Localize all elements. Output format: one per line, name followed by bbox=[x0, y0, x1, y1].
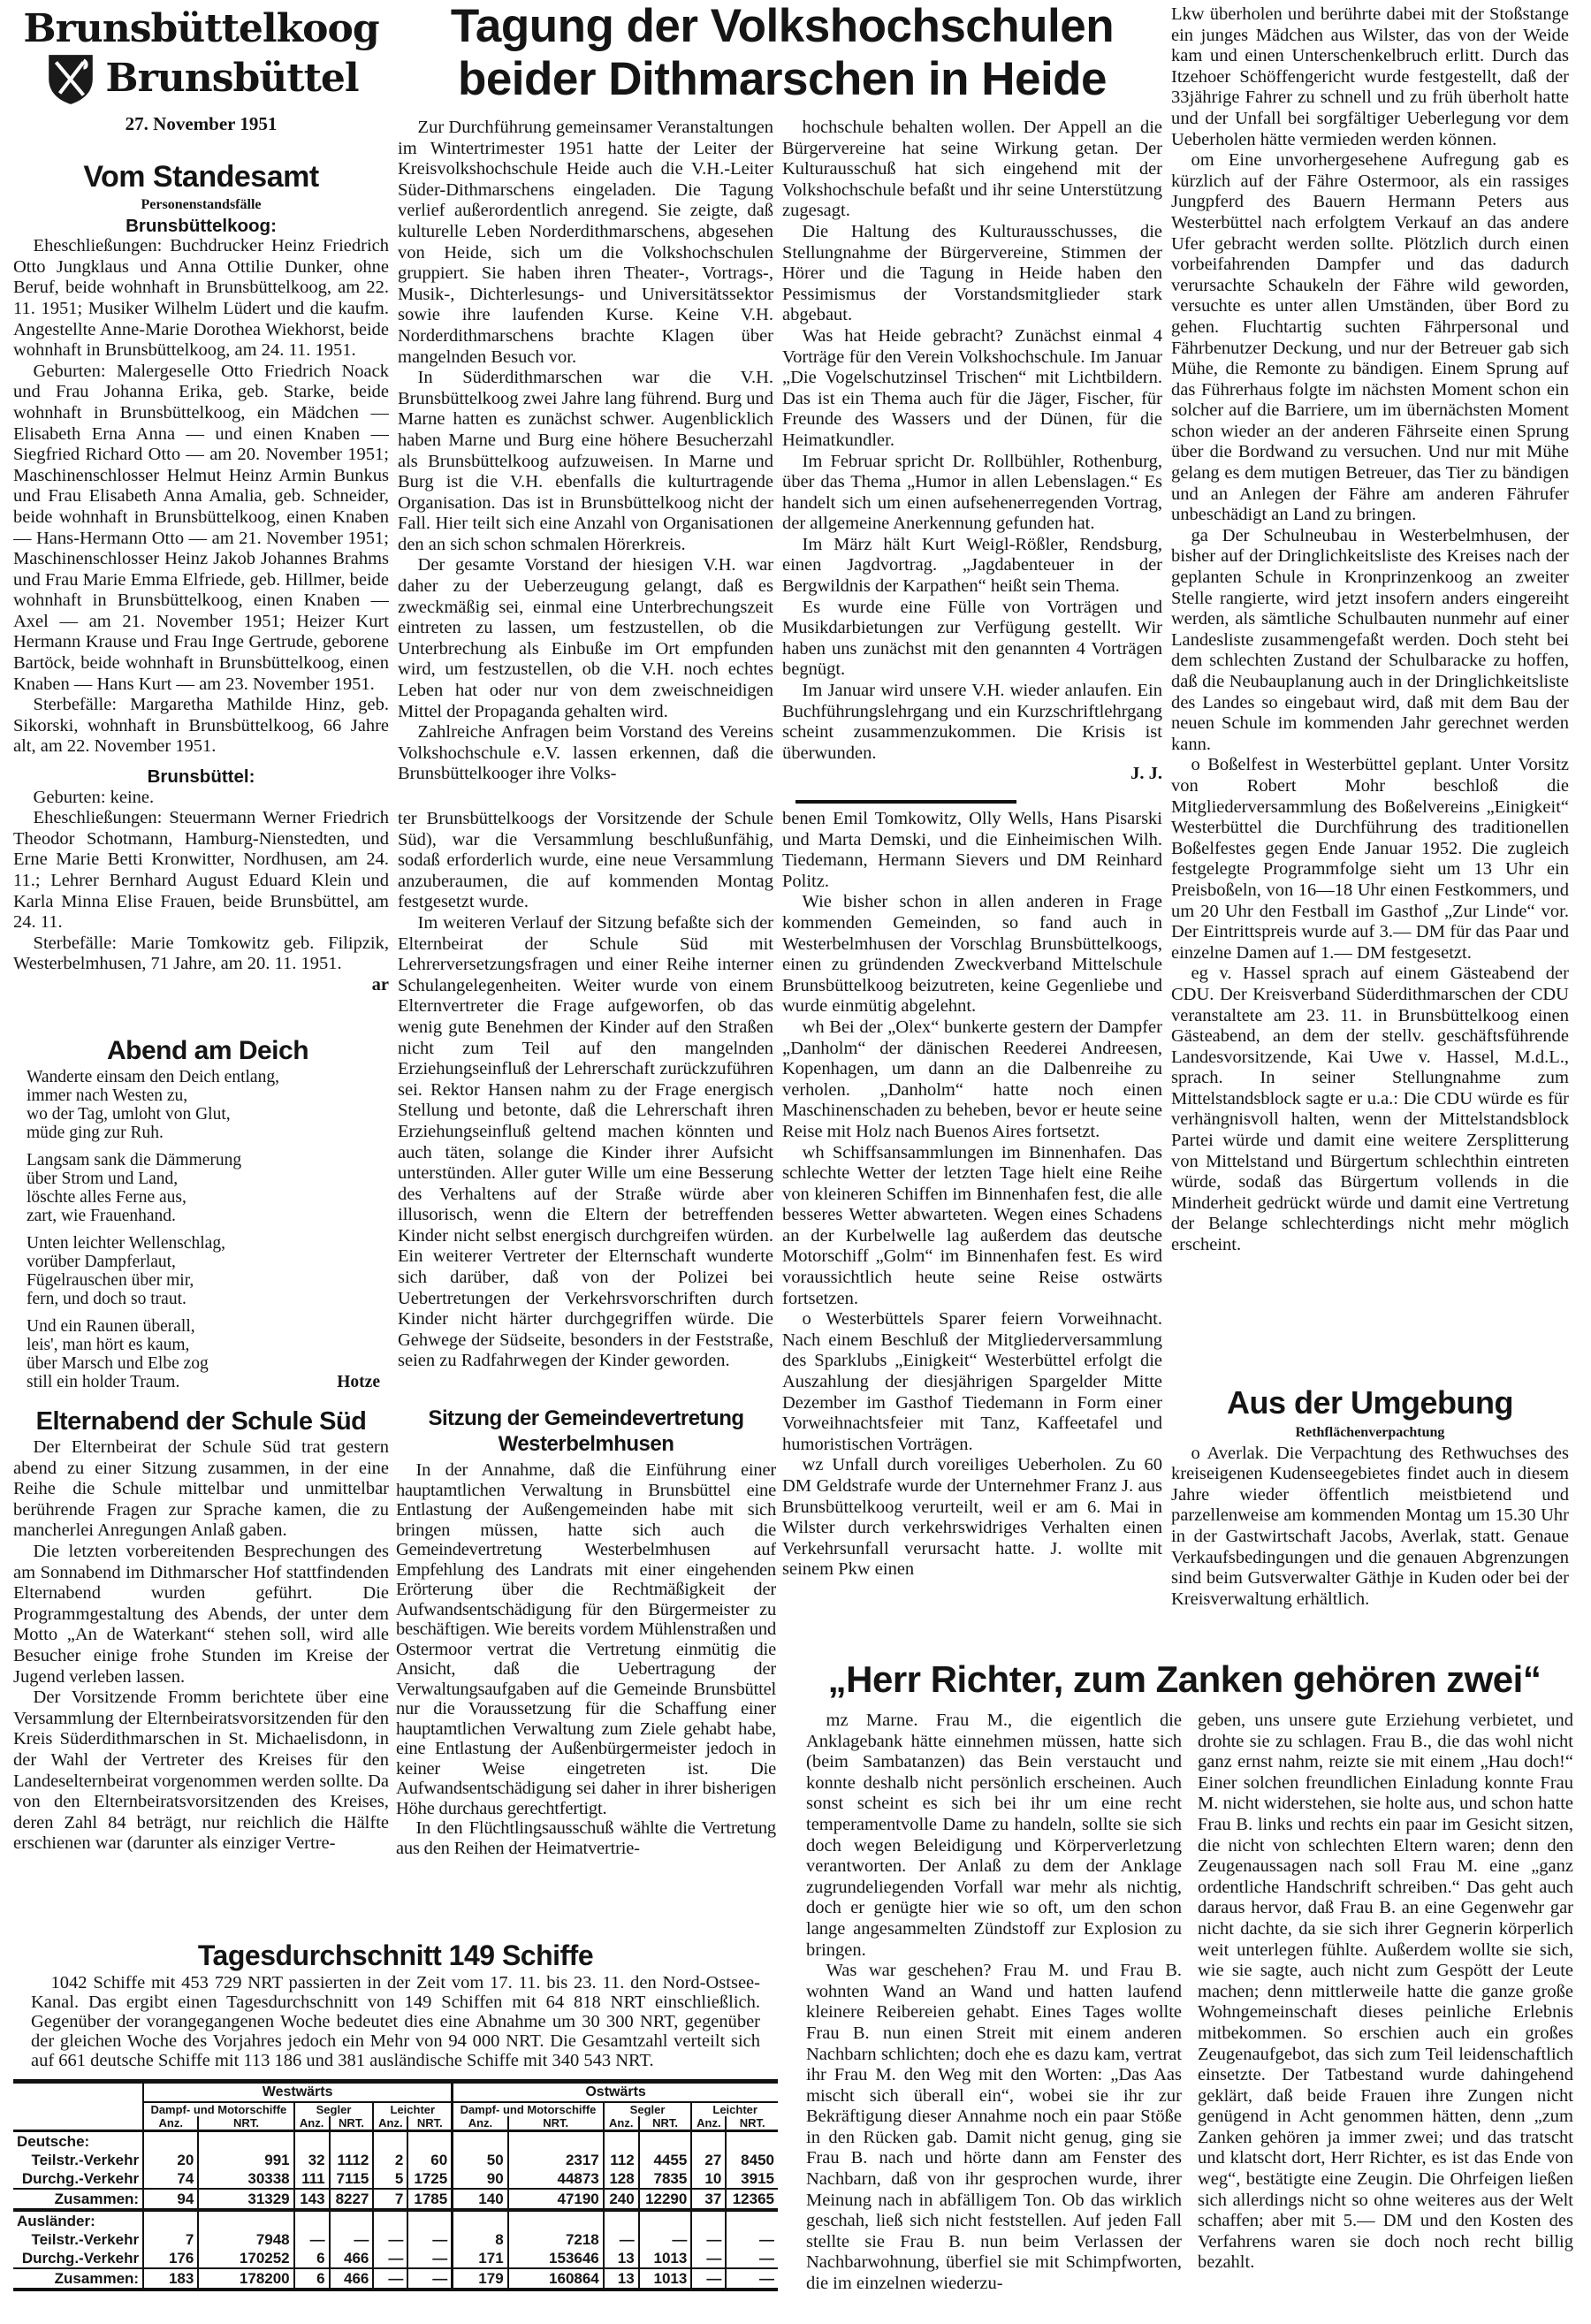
table-cell: 13 bbox=[604, 2249, 639, 2268]
table-cell: — bbox=[691, 2230, 726, 2249]
paragraph: ter Brunsbüttelkoogs der Vorsitzende der Schule Süd), war die Versammlung beschlußunfähig, sodaß erforderlich wurde, eine neue Versammlung anzuberaumen, die auf kommenden Montag festgesetzt wurde. bbox=[398, 809, 773, 912]
sitzung-title: Sitzung der Gemeindevertretung Westerbelmhusen bbox=[428, 1406, 744, 1456]
tagung-column-1 bbox=[398, 118, 773, 789]
richter-column-1 bbox=[806, 1711, 1182, 2324]
section-divider bbox=[796, 800, 1016, 804]
table-cell: 7218 bbox=[508, 2230, 604, 2249]
richter-column-2 bbox=[1198, 1711, 1573, 2324]
table-cell: 44873 bbox=[508, 2169, 604, 2189]
poem-author: Hotze bbox=[337, 1373, 380, 1391]
paragraph: Eheschließungen: Steuermann Werner Friedrich Theodor Schotmann, Hamburg-Nienstedten, und Erne Marie Betti Kronwitter, Nordhusen, am 24. 11.; Lehrer Bernhard August Eduard Klein und Karla Minna Elise Frauen, beide Brunsbüttel, am 24. 11. bbox=[13, 808, 389, 933]
table-cell: 27 bbox=[691, 2151, 726, 2169]
poem-line: Und ein Raunen überall, bbox=[27, 1317, 195, 1336]
news-item: o Boßelfest in Westerbüttel geplant. Unter Vorsitz von Robert Mohr beschloß die Mitgliederversammlung des Boßelvereins „Einigkeit“ Westerbüttel die Durchführung des traditionellen Boßelfestes gegen Ende Januar 1952. Die zugleich festgelegte Programmfolge sieht um 13 Uhr ein Preisboßeln, von 16—18 Uhr einen Festkommers, und um 20 Uhr den Festball im Gasthof „Zur Linde“ vor. Der Eintrittspreis wurde auf 3.— DM für das Paar und einzelne Damen auf 1.— DM festgesetzt. bbox=[1171, 755, 1569, 963]
table-cell: 171 bbox=[453, 2249, 508, 2268]
ship-type-header: Leichter bbox=[691, 2102, 778, 2116]
richter-headline: „Herr Richter, zum Zanken gehören zwei“ bbox=[827, 1658, 1542, 1700]
local-news-column bbox=[1171, 4, 1569, 1366]
section-heading-brunsbuettelkoog: Brunsbüttelkoog: bbox=[126, 215, 277, 236]
paragraph: Sterbefälle: Marie Tomkowitz geb. Filipzik, Westerbelmhusen, 71 Jahre, am 20. 11. 1951. bbox=[13, 933, 389, 974]
paragraph: Der Vorsitzende Fromm berichtete über eine Versammlung der Elternbeiratsvorsitzenden für den Kreis Süderdithmarschen in St. Michaelisdonn, in der Wahl der Vertreter des Kreises für den Landeselternbeirat vorgenommen werden sollte. Da von den Elternbeiratsvorsitzenden des Kreises, deren Zahl 84 beträgt, nur reichlich die Hälfte erschienen war (darunter als einziger Vertre- bbox=[13, 1688, 389, 1854]
table-cell: 8227 bbox=[330, 2189, 374, 2210]
poem-line: vorüber Dampferlaut, bbox=[27, 1253, 176, 1271]
table-cell: 183 bbox=[143, 2268, 198, 2290]
paragraph: Geburten: Malergeselle Otto Friedrich Noack und Frau Johanna Erika, geb. Starke, beide wohnhaft in Brunsbüttelkoog, ein Mädchen — Elisabeth Erna Anna — und einen Knaben — Siegfried Richard Otto — am 20. November 1951; Maschinenschlosser Helmut Heinz Armin Bunkus und Frau Elisabeth Anna Amalia, geb. Schneider, beide wohnhaft in Brunsbüttelkoog, einen Knaben — Hans-Hermann Otto — am 21. November 1951; Maschinenschlosser Heinz Jakob Johannes Brahms und Frau Marie Emma Elfriede, geb. Hillmer, beide wohnhaft in Brunsbüttelkoog, einen Knaben — Axel — am 21. November 1951; Heizer Kurt Hermann Krause und Frau Inge Gertrude, geborene Bartöck, beide wohnhaft in Brunsbüttelkoog, einen Knaben — Hans Kurt — am 23. November 1951. bbox=[13, 361, 389, 694]
table-cell: 8450 bbox=[726, 2151, 778, 2169]
table-cell: 1785 bbox=[407, 2189, 452, 2210]
table-cell: 12365 bbox=[726, 2189, 778, 2210]
news-item: o Westerbüttels Sparer feiern Vorweihnacht. Nach einem Beschluß der Mitgliederversammlung des Sparklubs „Einigkeit“ Westerbüttel erfolgt die Auszahlung der diesjährigen Spargelder Mitte Dezember im Gasthof Tiedemann in Form einer Vorweihnachtsfeier mit Tanz, Kaffeetafel und humoristischen Vorträgen. bbox=[782, 1309, 1162, 1454]
table-cell: — bbox=[639, 2230, 692, 2249]
paragraph: Im weiteren Verlauf der Sitzung befaßte sich der Elternbeirat der Schule Süd mit Lehrerversetzungsfragen und einer Reihe interner Schulangelegenheiten. Weiter wurde von einem Elternvertreter die Frage aufgeworfen, ob das wenig gute Benehmen der Kinder auf den Straßen nicht zum Teil auf den mangelnden Erziehungseinfluß der Lehrerschaft zurückzuführen sei. Rektor Hansen nahm zu der Frage energisch Stellung und betonte, daß die Lehrerschaft ihren Erziehungseinfluß geltend machen könnten und auch täten, solange die Kinder ihrer Aufsicht unterstünden. Aller guter Wille um eine Besserung des Verhaltens auf der Straße würde aber illusorisch, wenn die Eltern der betreffenden Kinder nicht selbst energisch durchgreifen würden. Ein weiterer Vertreter der Elternschaft wunderte sich darüber, daß von der Polizei bei Uebertretungen der Verkehrsvorschriften durch Kinder nicht härter durchgegriffen würde. Die Gehwege der Südseite, besonders in der Feststraße, seien zu Radfahrwegen der Kinder geworden. bbox=[398, 912, 773, 1371]
direction-header: Westwärts bbox=[143, 2084, 453, 2102]
table-cell: — bbox=[726, 2230, 778, 2249]
paragraph: 1042 Schiffe mit 453 729 NRT passierten in der Zeit vom 17. 11. bis 23. 11. den Nord-Ostsee-Kanal. Das ergibt einen Tagesdurchschnitt von 149 Schiffen mit 64 818 NRT einschließlich. Gegenüber der vorangegangenen Woche bedeutet dies eine Abnahme um 30 300 NRT, gegenüber der gleichen Woche des Vorjahres jedoch ein Mehr von 94 000 NRT. Die Gesamtzahl verteilt sich auf 661 deutsche Schiffe mit 113 186 und 381 ausländische Schiffe mit 340 543 NRT. bbox=[31, 1973, 760, 2070]
table-cell: 991 bbox=[198, 2151, 293, 2169]
poem-stanza bbox=[27, 1234, 389, 1308]
sub-header: NRT. bbox=[407, 2116, 452, 2131]
poem-line: immer nach Westen zu, bbox=[27, 1086, 188, 1105]
table-row bbox=[13, 2268, 778, 2290]
table-cell: 6 bbox=[294, 2268, 330, 2290]
paragraph: Geburten: keine. bbox=[33, 787, 155, 807]
table-cell: — bbox=[726, 2268, 778, 2290]
poem-line: fern, und doch so traut. bbox=[27, 1290, 187, 1308]
paragraph: In der Annahme, daß die Einführung einer hauptamtlichen Verwaltung in Brunsbüttel eine Entlastung der Außengemeinden habe mit sich bringen müssen, hatte sich auch die Gemeindevertretung Westerbelmhusen auf Empfehlung des Landrats mit einer eingehenden Erörterung über die Rechtmäßigkeit der Aufwandsentschädigung für den Bürgermeister zu beschäftigen. Wie bereits vordem Mühlenstraßen und Ostermoor vertrat die Vertretung einmütig die Ansicht, daß die Uebertragung der Verwaltungsaufgaben auf die Gemeinde Brunsbüttel nur die Voraussetzung für die Schaffung einer hauptamtlichen Verwaltung zum Ziele gehabt habe, eine Entlastung der Außenbürgermeister jedoch in keiner Weise eingetreten ist. Die Aufwandsentschädigung sei daher in ihrer bisherigen Höhe durchaus gerechtfertigt. bbox=[396, 1460, 776, 1818]
table-cell: — bbox=[330, 2230, 374, 2249]
news-item: wh Bei der „Olex“ bunkerte gestern der Dampfer „Danholm“ der dänischen Reederei Andreesen, Kopenhagen, um dann an die Dalbenreihe zu verholen. „Danholm“ hatte noch einen Maschinenschaden zu beheben, bevor er heute seine Reise mit Holz nach Buenos Aires fortsetzt. bbox=[782, 1017, 1162, 1141]
table-cell: 30338 bbox=[198, 2169, 293, 2189]
poem-line: Wanderte einsam den Deich entlang, bbox=[27, 1068, 279, 1086]
standesamt-subtitle: Personenstandsfälle bbox=[141, 197, 262, 212]
table-cell: 153646 bbox=[508, 2249, 604, 2268]
poem-line: Unten leichter Wellenschlag, bbox=[27, 1234, 225, 1253]
masthead bbox=[13, 7, 389, 157]
paragraph: Zur Durchführung gemeinsamer Veranstaltungen im Wintertrimester 1951 hatte der Leiter der Kreisvolkshochschule Heide auch die V.H.-Leiter Süder-Dithmarschens eingeladen. Die Tagung verlief außerordentlich anregend. Sie zeigte, daß kulturelle Leben Norderdithmarschens, abgesehen von Heide, sich um die Volkshochschulen gruppiert. Sie haben ihren Theater-, Vortrags-, Musik-, Dichterlesungs- und Universitätssektor sowie ihre laufenden Kurse. Keine V.H. Norderdithmarschens brachte Klagen über mangelnden Besuch vor. bbox=[398, 118, 773, 367]
poem-line: zart, wie Frauenhand. bbox=[27, 1207, 176, 1225]
poem-line: müde ging zur Ruh. bbox=[27, 1124, 164, 1142]
signature: J. J. bbox=[1130, 764, 1162, 784]
paragraph: Im Februar spricht Dr. Rollbühler, Rothenburg, über das Thema „Humor in allen Lebenslagen.“ Es handelt sich um einen aufsehenerregenden Vortrag, der allgemeine Anerkennung gefunden hat. bbox=[782, 451, 1162, 534]
schiffe-title: Tagesdurchschnitt 149 Schiffe bbox=[197, 1939, 594, 1971]
paragraph: mz Marne. Frau M., die eigentlich die Anklagebank hätte einnehmen müssen, hatte sich (beim Sambatanzen) das Bein verstaucht und konnte deshalb nicht persönlich erscheinen. Auch sonst scheint es sich bei ihr um eine recht temperamentvolle Dame zu handeln, sollte sie sich doch wegen Beleidigung und Körperverletzung verantworten. Der Anlaß zu dem der Anklage zugrundeliegenden Vorfall war mehr als nichtig, doch er genügte hier wie so oft, um den schon lange angesammelten Zündstoff zur Explosion zu bringen. bbox=[806, 1711, 1182, 1960]
poem-line: still ein holder Traum. bbox=[27, 1373, 180, 1391]
schiffe-article bbox=[13, 1938, 778, 2324]
table-cell: 6 bbox=[294, 2249, 330, 2268]
table-cell: 8 bbox=[453, 2230, 508, 2249]
sub-header: Anz. bbox=[453, 2116, 508, 2131]
tagung-title-line2: beider Dithmarschen in Heide bbox=[457, 53, 1108, 105]
elternabend-article bbox=[13, 1406, 389, 1887]
paragraph: Es wurde eine Fülle von Vorträgen und Musikdarbietungen zur Verfügung gestellt. Wir haben uns zunächst mit den genannten 4 Vorträgen begnügt. bbox=[782, 597, 1162, 680]
paragraph: geben, uns unsere gute Erziehung verbietet, und drohte sie zu schlagen. Frau B., die das wohl nicht ganz ernst nahm, reizte sie mit einem „Hau doch!“ Einer solchen freundlichen Einladung konnte Frau M. nicht widerstehen, sie holte aus, und schon hatte Frau B. links und rechts ein paar im Gesicht sitzen, die nicht von schlechten Eltern waren; denn den Zeugenaussagen nach soll Frau M. eine „ganz ordentliche Handschrift schreiben.“ Das geht auch daraus hervor, daß Frau B. an eine Gegenwehr gar nicht dachte, da sie sich ihrer Gegnerin körperlich weit unterlegen fühlte. Außerdem wollte sie sich, wie sie sagte, auch nicht zum Gespött der Leute machen; denn mittlerweile hatte die ganze große Wohngemeinschaft dieses peinliche Erlebnis mitbekommen. So erschien auch ein großes Zeugenaufgebot, das sich zum Teil leidenschaftlich einsetzte. Der Tatbestand wurde dahingehend geklärt, daß beide Frauen ihre Zungen nicht genügend in Acht genommen hätten, denn „zum Zanken gehören ja immer zwei; und das tratscht und klatscht dort, Herr Richter, es ist das Ende von weg“, bestätigte eine Zeugin. Die Ohrfeigen ließen sich allerdings nicht so ohne weiteres aus der Welt schaffen; aber mit 5.— DM und den Kosten des Verfahrens waren sie doch noch recht billig bezahlt. bbox=[1198, 1711, 1573, 2273]
table-cell: 20 bbox=[143, 2151, 198, 2169]
news-item: ga Der Schulneubau in Westerbelmhusen, der bisher auf der Dringlichkeitsliste des Kreises nach der geplanten Schule in Kronprinzenkoog an zweiter Stelle rangierte, wird jetzt insofern anders eingereiht werden, als sämtliche Schulbauten nunmehr auf einer Landesliste zusammengefaßt werden. Doch steht bei dem schlechten Zustand der Schulbaracke zu hoffen, daß die Neubauplanung auch in der Dringlichkeitsliste des Landes so eingebaut wird, daß mit dem Bau der neuen Schule im kommenden Jahr gerechnet werden kann. bbox=[1171, 525, 1569, 754]
poem-line: leis', man hört es kaum, bbox=[27, 1336, 190, 1354]
sub-header: Anz. bbox=[691, 2116, 726, 2131]
coat-of-arms-icon bbox=[43, 51, 98, 106]
table-cell: 143 bbox=[294, 2189, 330, 2210]
table-cell: 140 bbox=[453, 2189, 508, 2210]
middle-news-column bbox=[782, 809, 1162, 1604]
table-cell: — bbox=[407, 2230, 452, 2249]
schiffe-table-wrapper bbox=[13, 2079, 778, 2291]
table-cell: 111 bbox=[294, 2169, 330, 2189]
table-row bbox=[13, 2169, 778, 2189]
table-cell: 4455 bbox=[639, 2151, 692, 2169]
row-label: Teilstr.-Verkehr bbox=[31, 2231, 140, 2248]
news-item: om Eine unvorhergesehene Aufregung gab es kürzlich auf der Fähre Ostermoor, als ein rassiges Jungpferd des Bauern Hermann Peters aus Westerbüttel nach erfolgtem Verkauf an das andere Ufer gebracht werden sollte. Plötzlich durch einen vorbeifahrenden Dampfer und das dadurch verursachte Schaukeln der Fähre wild geworden, versuchte es unter allen Umständen, über Bord zu gehen. Fluchtartig suchten Fährpersonal und Fährbenutzer Deckung, und nur der Betreuer gab sich Mühe, die Remonte zu bändigen. Einem Sprung auf das Führerhaus folgte im nächsten Moment schon ein solcher auf die Barriere, um im übernächsten Moment schon wieder an der anderen Fährseite einen Sprung über die Bordwand zu versuchen. Und nur mit Mühe gelang es dem mutigen Betreuer, das Tier zu bändigen und an Anlegen der Fähre am anderen Fährufer unbeschädigt an Land zu bringen. bbox=[1171, 150, 1569, 525]
table-cell: 1112 bbox=[330, 2151, 374, 2169]
table-row bbox=[13, 2151, 778, 2169]
tagung-column-2 bbox=[782, 118, 1162, 789]
ship-type-header: Segler bbox=[294, 2102, 374, 2116]
table-cell: 112 bbox=[604, 2151, 639, 2169]
poem-line: wo der Tag, umloht von Glut, bbox=[27, 1105, 231, 1124]
table-cell: 12290 bbox=[639, 2189, 692, 2210]
schiffe-text bbox=[13, 1973, 778, 2070]
table-cell: 7835 bbox=[639, 2169, 692, 2189]
paragraph: hochschule behalten wollen. Der Appell an die Bürgervereine hat seine Wirkung getan. Der Kulturausschuß hat sich eingehend mit der Volkshochschule befaßt und ihr seine Unterstützung zugesagt. bbox=[782, 118, 1162, 221]
table-cell: — bbox=[407, 2268, 452, 2290]
paragraph: In den Flüchtlingsausschuß wählte die Vertretung aus den Reihen der Heimatvertrie- bbox=[396, 1818, 776, 1858]
row-label: Durchg.-Verkehr bbox=[21, 2250, 140, 2267]
row-label: Durchg.-Verkehr bbox=[21, 2170, 140, 2187]
news-item: wz Unfall durch voreiliges Ueberholen. Zu 60 DM Geldstrafe wurde der Unternehmer Franz J. aus Brunsbüttelkoog verurteilt, weil er am 6. Mai in Wilster durch verkehrswidriges Verhalten einen Verkehrsunfall verursacht hatte. J. wollte mit seinem Pkw einen bbox=[782, 1455, 1162, 1580]
table-row bbox=[13, 2249, 778, 2268]
table-cell: — bbox=[726, 2249, 778, 2268]
table-cell: 128 bbox=[604, 2169, 639, 2189]
table-cell: 170252 bbox=[198, 2249, 293, 2268]
spacer bbox=[13, 2102, 143, 2116]
paragraph: o Averlak. Die Verpachtung des Rethwuchses des kreiseigenen Kudenseegebietes findet auch in diesem Jahre wieder öffentlich meistbietend und parzellenweise am kommenden Montag um 15.30 Uhr in der Gastwirtschaft Jacobs, Averlak, statt. Genaue Verkaufsbedingungen und die genauen Abgrenzungen sind beim Gutsverwalter Gäthje in Kuden oder bei der Kreisverwaltung erhältlich. bbox=[1171, 1443, 1569, 1609]
sub-header: Anz. bbox=[143, 2116, 198, 2131]
table-cell: 37 bbox=[691, 2189, 726, 2210]
poem bbox=[27, 1034, 389, 1404]
table-cell: — bbox=[373, 2230, 407, 2249]
table-cell: — bbox=[294, 2230, 330, 2249]
direction-header: Ostwärts bbox=[453, 2084, 778, 2102]
table-cell: — bbox=[604, 2230, 639, 2249]
elternabend-continuation bbox=[398, 809, 773, 1401]
table-cell: 7 bbox=[143, 2230, 198, 2249]
table-cell: 176 bbox=[143, 2249, 198, 2268]
paragraph: Was war geschehen? Frau M. und Frau B. wohnten Wand an Wand und hatten laufend kleinere Reibereien gehabt. Eines Tages wollte Frau B. nun einen Streit mit einem anderen Nachbarn schlichten; doch ehe es dazu kam, vertrat ihr Frau M. den Weg mit den Worten: „Das Aas mischt sich überall ein“, wobei sie ihr zur Bekräftigung dieser Annahme noch ein paar Stöße in den Rücken gab. Damit nicht genug, ging sie Frau B. nach und hörte dann am Fenster des Nachbarn, daß von ihr gesprochen wurde, ihrer Meinung nach in abfälligem Ton. Ob das wirklich geschah, ließ sich nicht feststellen. Auf jeden Fall stellte sie Frau B. nun beim Verlassen der Nachbarwohnung, überfiel sie mit Schimpfworten, die im einzelnen wiederzu- bbox=[806, 1961, 1182, 2294]
umgebung-subtitle: Rethflächenverpachtung bbox=[1295, 1425, 1445, 1440]
ship-type-header: Dampf- und Motorschiffe bbox=[453, 2102, 604, 2116]
poem-stanza bbox=[27, 1317, 389, 1391]
paragraph: Der Elternbeirat der Schule Süd trat gestern abend zu einer Sitzung zusammen, in der eine Reihe die Schule mittelbar und unmittelbar berührende Fragen zur Sprache kamen, die zu mancherlei Anregungen Anlaß gaben. bbox=[13, 1437, 389, 1541]
table-cell: 7948 bbox=[198, 2230, 293, 2249]
ship-type-header: Segler bbox=[604, 2102, 692, 2116]
ship-type-header: Leichter bbox=[373, 2102, 452, 2116]
news-item: wh Schiffsansammlungen im Binnenhafen. Das schlechte Wetter der letzten Tage hielt eine Reihe von kleineren Schiffen im Binnenhafen fest, die alle besseres Wetter abwarteten. Wegen eines Schadens an der Kurbelwelle lag außerdem das deutsche Motorschiff „Golm“ im Binnenhafen fest. Es wird voraussichtlich heute seine Reise ostwärts fortsetzen. bbox=[782, 1142, 1162, 1308]
news-item: benen Emil Tomkowitz, Olly Wells, Hans Pisarski und Marta Demski, und die Einheimischen Wilh. Tiedemann, Hermann Sievers und DM Reinhard Politz. bbox=[782, 809, 1162, 891]
table-cell: 2 bbox=[373, 2151, 407, 2169]
poem-stanza bbox=[27, 1068, 389, 1142]
section-heading-brunsbuettel: Brunsbüttel: bbox=[147, 766, 255, 788]
sub-header: Anz. bbox=[294, 2116, 330, 2131]
poem-line: über Marsch und Elbe zog bbox=[27, 1354, 209, 1373]
paragraph: Die Haltung des Kulturausschusses, die Stellungnahme der Bürgervereine, Stimmen der Hörer und die Tagung in Heide haben den Pessimismus der Vorstandsmitglieder stark abgebaut. bbox=[782, 221, 1162, 325]
news-item: eg v. Hassel sprach auf einem Gästeabend der CDU. Der Kreisverband Süderdithmarschen der CDU veranstaltete am 23. 11. in Brunsbüttelkoog einen Gästeabend, an dem der stellv. geschäftsführende Landesvorsitzende, Kai Uwe v. Hassel, M.d.L., sprach. In seiner Stellungnahme zum Mittelstandsblock sagte er u.a.: Die CDU würde es für verhängnisvoll halten, wenn der Mittelstandsblock Partei würde und damit eine weitere Zersplitterung von Mittelstand und Bürgertum schlechthin eintreten würde, sodaß das Bürgertum vollends in die Minderheit gedrückt würde und damit eine Vertretung der Belange schlechterdings nicht mehr möglich erscheint. bbox=[1171, 964, 1569, 1255]
table-cell: — bbox=[691, 2268, 726, 2290]
paragraph: Eheschließungen: Buchdrucker Heinz Friedrich Otto Jungklaus und Anna Ottilie Dunker, ohne Beruf, beide wohnhaft in Brunsbüttelkoog, am 22. 11. 1951; Musiker Wilhelm Lüdert und die kaufm. Angestellte Anne-Marie Dorothea Wiekhorst, beide wohnhaft in Brunsbüttelkoog, am 24. 11. 1951. bbox=[13, 236, 389, 361]
group-label: Deutsche: bbox=[17, 2133, 90, 2150]
sub-header: NRT. bbox=[330, 2116, 374, 2131]
sub-header: NRT. bbox=[508, 2116, 604, 2131]
tagung-title-line1: Tagung der Volkshochschulen bbox=[450, 0, 1115, 52]
table-cell: — bbox=[373, 2268, 407, 2290]
table-cell: 5 bbox=[373, 2169, 407, 2189]
table-cell: 74 bbox=[143, 2169, 198, 2189]
table-cell: 50 bbox=[453, 2151, 508, 2169]
masthead-logo-line2: Brunsbüttel bbox=[105, 56, 359, 101]
spacer bbox=[13, 2116, 143, 2131]
table-cell: 1725 bbox=[407, 2169, 452, 2189]
elternabend-title: Elternabend der Schule Süd bbox=[35, 1407, 367, 1436]
poem-line: Langsam sank die Dämmerung bbox=[27, 1151, 242, 1170]
table-cell: 2317 bbox=[508, 2151, 604, 2169]
paragraph: Was hat Heide gebracht? Zunächst einmal 4 Vorträge für den Verein Volkshochschule. Im Januar „Die Vogelschutzinsel Trischen“ mit Lichtbildern. Das ist ein Thema auch für die Jäger, Fischer, für Freunde des Wassers und der Dünen, für die Heimatkundler. bbox=[782, 325, 1162, 450]
masthead-logo-line1: Brunsbüttelkoog bbox=[23, 7, 379, 51]
table-cell: 3915 bbox=[726, 2169, 778, 2189]
paragraph: Im März hält Kurt Weigl-Rößler, Rendsburg, einen Jagdvortrag. „Jagdabenteuer in der Bergwildnis der Karpathen“ heißt sein Thema. bbox=[782, 534, 1162, 597]
table-cell: 179 bbox=[453, 2268, 508, 2290]
table-cell: 94 bbox=[143, 2189, 198, 2210]
table-row bbox=[13, 2189, 778, 2210]
table-cell: 178200 bbox=[198, 2268, 293, 2290]
table-cell: 240 bbox=[604, 2189, 639, 2210]
news-item: Wie bisher schon in allen anderen in Frage kommenden Gemeinden, so fand auch in Westerbelmhusen der Vorschlag Brunsbüttelkoogs, einen zu gründenden Zweckverband Mittelschule Brunsbüttelkoog beizutreten, keine Gegenliebe und wurde einmütig abgelehnt. bbox=[782, 892, 1162, 1017]
poem-title: Abend am Deich bbox=[106, 1036, 309, 1065]
row-label: Teilstr.-Verkehr bbox=[31, 2152, 140, 2168]
sub-header: NRT. bbox=[639, 2116, 692, 2131]
row-label: Zusammen: bbox=[13, 2268, 143, 2290]
table-cell: 466 bbox=[330, 2249, 374, 2268]
umgebung-title: Aus der Umgebung bbox=[1226, 1384, 1513, 1421]
group-label: Ausländer: bbox=[17, 2213, 95, 2229]
umgebung-article bbox=[1171, 1383, 1569, 1631]
poem-line: Fügelrauschen über mir, bbox=[27, 1271, 194, 1290]
paragraph: Im Januar wird unsere V.H. wieder anlaufen. Ein Buchführungslehrgang und ein Kurzschriftlehrgang scheint zusammenzukommen. Die Krisis ist überwunden. bbox=[782, 681, 1162, 763]
tagung-headline bbox=[402, 0, 1162, 115]
table-cell: 160864 bbox=[508, 2268, 604, 2290]
table-row bbox=[13, 2230, 778, 2249]
news-item: Lkw überholen und berührte dabei mit der Stoßstange ein junges Mädchen aus Wilster, das von der Weide kam und einen Unterschenkelbruch erlitt. Durch das Itzehoer Schöffengericht wurde festgestellt, daß der 33jährige Fahrer zu schnell und zu früh überholt hatte und der Unfall bei sorgfältiger Ueberlegung vor dem Ueberholen hätte vermieden werden können. bbox=[1171, 4, 1569, 149]
poem-stanza bbox=[27, 1151, 389, 1225]
table-cell: 1013 bbox=[639, 2268, 692, 2290]
ship-type-header: Dampf- und Motorschiffe bbox=[143, 2102, 294, 2116]
ship-traffic-table bbox=[13, 2084, 778, 2291]
signature: ar bbox=[371, 974, 389, 994]
table-cell: — bbox=[407, 2249, 452, 2268]
standesamt-title: Vom Standesamt bbox=[83, 160, 319, 194]
paragraph: Der gesamte Vorstand der hiesigen V.H. war daher zu der Ueberzeugung gelangt, daß es zweckmäßig sei, einmal eine Unterbrechungszeit eintreten zu lassen, um festzustellen, ob die Unterbrechung als Einbuße im Ort empfunden wird, um festzustellen, ob die V.H. noch echtes Leben hat oder nur von dem zweischneidigen Mittel der Propaganda gehalten wird. bbox=[398, 555, 773, 721]
table-cell: 90 bbox=[453, 2169, 508, 2189]
sub-header: Anz. bbox=[604, 2116, 639, 2131]
table-cell: 466 bbox=[330, 2268, 374, 2290]
paragraph: In Süderdithmarschen war die V.H. Brunsbüttelkoog zwei Jahre lang führend. Burg und Marne hatten es zunächst schwer. Augenblicklich haben Marne und Burg eine höhere Besucherzahl als Brunsbüttelkoog aufzuweisen. In Marne und Burg ist die V.H. ebenfalls die kulturtragende Organisation. Das ist in Brunsbüttelkoog nicht der Fall. Hier teilt sich eine Anzahl von Organisationen den an sich schon schmalen Hörerkreis. bbox=[398, 368, 773, 554]
table-cell: 1013 bbox=[639, 2249, 692, 2268]
sitzung-article bbox=[396, 1406, 776, 1936]
standesamt-article bbox=[13, 159, 389, 1032]
poem-line: löschte alles Ferne aus, bbox=[27, 1188, 187, 1207]
sub-header: Anz. bbox=[373, 2116, 407, 2131]
table-cell: 10 bbox=[691, 2169, 726, 2189]
row-label: Zusammen: bbox=[13, 2189, 143, 2210]
table-cell: 7 bbox=[373, 2189, 407, 2210]
sub-header: NRT. bbox=[198, 2116, 293, 2131]
table-cell: 60 bbox=[407, 2151, 452, 2169]
poem-line: über Strom und Land, bbox=[27, 1170, 179, 1188]
table-cell: — bbox=[691, 2249, 726, 2268]
issue-date: 27. November 1951 bbox=[125, 113, 278, 134]
paragraph: Sterbefälle: Margaretha Mathilde Hinz, geb. Sikorski, wohnhaft in Brunsbüttelkoog, 66 Jahre alt, am 22. November 1951. bbox=[13, 695, 389, 757]
table-cell: 13 bbox=[604, 2268, 639, 2290]
table-cell: 31329 bbox=[198, 2189, 293, 2210]
table-cell: — bbox=[373, 2249, 407, 2268]
table-cell: 32 bbox=[294, 2151, 330, 2169]
paragraph: Die letzten vorbereitenden Besprechungen des am Sonnabend im Dithmarscher Hof stattfindenden Elternabend wurden geführt. Die Programmgestaltung des Abends, der unter dem Motto „An de Waterkant“ stehen soll, wird alle Besucher einige frohe Stunden im Kreise der Jugend verleben lassen. bbox=[13, 1541, 389, 1687]
table-cell: 47190 bbox=[508, 2189, 604, 2210]
table-cell: 7115 bbox=[330, 2169, 374, 2189]
paragraph: Zahlreiche Anfragen beim Vorstand des Vereins Volkshochschule e.V. lassen erkennen, daß die Brunsbüttelkooger ihre Volks- bbox=[398, 722, 773, 784]
sub-header: NRT. bbox=[726, 2116, 778, 2131]
